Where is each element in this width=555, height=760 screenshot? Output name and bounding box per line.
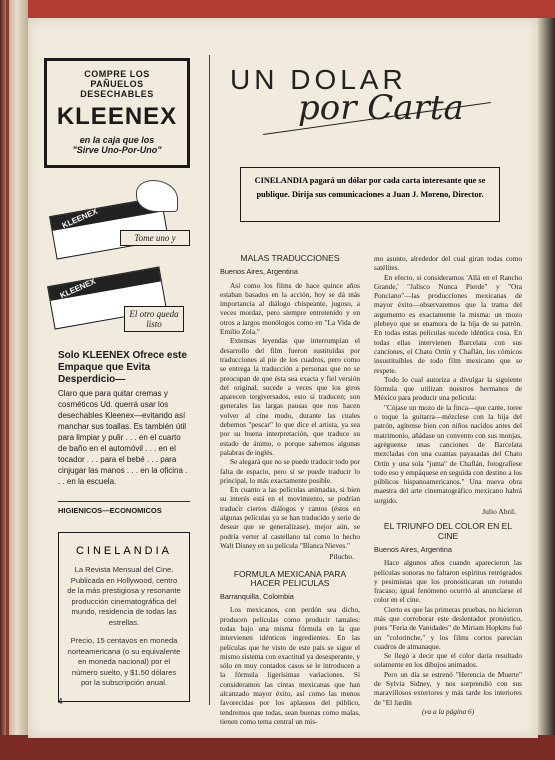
- letter1-para: Se alegará que no se puede traducir todo por falta de espacio, pero sí se puede traducir lo principal, lo más exactamente posible.: [220, 457, 360, 485]
- letter2-para: Los mexicanos, con perdón sea dicho, producen películas como producir tamales: todas bajo una misma fórmula en la que intervienen idénticos ingredientes. En las películas que he visto de este país se sigue el mismo sistema con exactitud ya desesperante, y sólo en muy contados casos se le introducen a la fórmula ligerísimas variaciones. Si consideramos las cintas mexicanas que han alcanzado mayor éxito, así como las menos favorecidas por los aplausos del público, tendremos que todas, sean buenas como malas, tienen como tema central un mis-: [220, 605, 360, 726]
- column-middle: [220, 254, 360, 726]
- ad-line-2: PAÑUELOS DESECHABLES: [80, 79, 154, 99]
- continued-note: (va a la página 6): [421, 706, 475, 716]
- ad-body: Claro que para quitar cremas y cosméticos Ud. querrá usar los desechables Kleenex—evitando así manchar sus toallas. Es también útil para limpiar y pulir . . . en el cuarto de baño en el automóvil . . . en el tocador . . . para el bebé . . . para cinjugar las manos . . . en la oficina . . . en la escuela.: [58, 389, 188, 486]
- letter3-para: Pero un día se estrenó "Herencia de Muerte" de Sylvia Sidney, y nos sorprendió con sus maravillosos exteriores y más tarde los interiores de "El Jardín: [374, 669, 522, 707]
- kleenex-ad: [44, 58, 190, 520]
- letter2-cont-para: mo asunto, alrededor del cual giran todas como satélites.: [374, 254, 522, 273]
- section-title-line-2: por Carta: [298, 88, 464, 128]
- ad-line-1: COMPRE LOS: [84, 69, 150, 79]
- submission-notice: CINELANDIA pagará un dólar por cada carta interesante que se publique. Dirija sus comunicaciones a Juan J. Moreno, Director.: [240, 167, 500, 222]
- ad-brand: KLEENEX: [56, 103, 178, 130]
- column-divider: [209, 55, 210, 705]
- section-title-line-1: UN DOLAR: [230, 64, 407, 95]
- letter2-cont-para: Todo lo cual autoriza a divulgar la siguiente fórmula que utilizan nuestros hermanos de México para producir una película:: [374, 374, 522, 403]
- column-right: [374, 254, 522, 716]
- letter2-cont-para: "Cójase un mozo de la finca—que cante, toree o toque la guitarra—mézclese con la hija del patrón, agítense bien con niños nacidos antes del matrimonio, añádase un convento con sus monjas, agréguense unas canciones de Barcelata mezcladas con una cuantas payasadas del Chato Ortín y una sola "juma" de Chaflán, fotografíese todo eso y empáquese en seguida con destino a los públicos hispanoamericanos." Una nueva obra maestra del arte cinematográfico mexicano habrá surgido.: [374, 402, 522, 505]
- letter1-signature: Pilucho.: [329, 552, 354, 562]
- ad-tag-2: El otro queda listo: [124, 306, 184, 332]
- letter1-heading: MALAS TRADUCCIONES: [240, 253, 340, 263]
- page-right-edge: [538, 18, 555, 740]
- cinelandia-para-2: Precio, 15 centavos en moneda norteamericana (o su equivalente en moneda nacional) por el número suelto, y $1.50 dólares por la subscripción anual.: [67, 636, 181, 687]
- letter2-signature: Julio Abril.: [482, 507, 516, 517]
- ad-footer: HIGIENICOS—ECONOMICOS: [58, 501, 190, 515]
- magazine-bottom-edge: [0, 735, 555, 760]
- letter2-heading: FORMULA MEXICANA PARA HACER PELICULAS: [233, 568, 347, 588]
- box-label: KLEENEX: [60, 206, 99, 231]
- letter1-para: En cuanto a las películas animadas, si bien su interés está en el movimiento, se podrían traducir ciertos diálogos y cantos (éstos en algunas películas ya se han traducido y serie de desear que se generalizase), mejor aún, se podría verter al castellano tal como lo hecho Walt Disney en su película "Blanca Nieves.": [220, 485, 360, 550]
- letter1-para: Así como los films de hace quince años estaban basados en la acción, hoy se dá más importancia al diálogo chispeante, jugoso, a veces mordaz, pero siempre entretenido y en otros a largos monólogos como en "La Vida de Emilio Zola.": [220, 280, 360, 337]
- letter1-location: Buenos Aires, Argentina: [220, 267, 298, 277]
- letter3-para: Se llegó a decir que el color daría resultado solamente en los dibujos animados.: [374, 651, 522, 670]
- ad-header: [44, 58, 190, 168]
- letter1-para: Extensas leyendas que interrumpían el desarrollo del film fueron sustituídas por traducciones al pie de los cuadros, pero como se entrega la traducción a personas que no se preocupan de que ésta sea exacta y fiel versión del original, sucede a veces que los giros aparecen tergiversados, esto si traducen; son generales las largas pausas que nos hacen volver al cine mudo, durante las cuales debemos "pescar" lo que dice el artista, ya sea por su buena interpretación, que traduce su estado de ánimo, o porque sabemos algunas palabras de inglés.: [220, 336, 360, 457]
- letter3-para: Hace algunos años cuando aparecieron las películas sonoras no faltaron espíritus retrógrados y pesimistas que los pronosticaran un rotundo fracaso; igual fenómeno ocurrió al anunciarse el color en el cine.: [374, 558, 522, 605]
- box-label-2: KLEENEX: [58, 276, 97, 301]
- ad-line-4: "Sirve Uno-Por-Uno": [72, 145, 162, 155]
- cinelandia-box: [58, 532, 190, 702]
- page-number: 4: [58, 697, 63, 706]
- letter2-location: Barranquilla, Colombia: [220, 592, 294, 602]
- letter2-cont-para: En efecto, si consideramos 'Allá en el Rancho Grande,' "Jalisco Nunca Pierde" y "Ora Ponciano"—las producciones mexicanas de mayor éxito—observaremos que la trama del argumento es exactamente la misma: un mozo plebeyo que se enamora de la hija de su patrón. En todas estas películas sucede idéntica cosa. En todas ellas intervienen Barcelata con sus canciones, el Chato Ortín y Chaflán, los cómicos insustituíbles de todo film mexicano que se respete.: [374, 272, 522, 375]
- cinelandia-title: CINELANDIA: [75, 545, 173, 557]
- ad-tag-1: Tome uno y: [120, 230, 190, 246]
- letter3-heading: EL TRIUNFO DEL COLOR EN EL CINE: [383, 521, 513, 541]
- letter3-para: Cierto es que las primeras pruebas, no hicieron más que corroborar este deslentador pronóstico, pues "Feria de Vanidades" de Miriam Hopkins fué un "colorinche," y los films cortos parecían cuadros de almanaque.: [374, 604, 522, 651]
- binding-spine: [0, 0, 28, 760]
- letter3-location: Buenos Aires, Argentina: [374, 544, 452, 554]
- ad-line-3: en la caja que los: [79, 135, 155, 145]
- cinelandia-para-1: La Revista Mensual del Cine. Publicada en Hollywood, centro de la más prestigiosa y resonante producción cinematográfica del mundo, residencia de todas las estrellas.: [67, 565, 181, 627]
- tissue-illustration: [136, 180, 178, 212]
- ad-headline: Solo KLEENEX Ofrece este Empaque que Evita Desperdicio—: [58, 350, 187, 385]
